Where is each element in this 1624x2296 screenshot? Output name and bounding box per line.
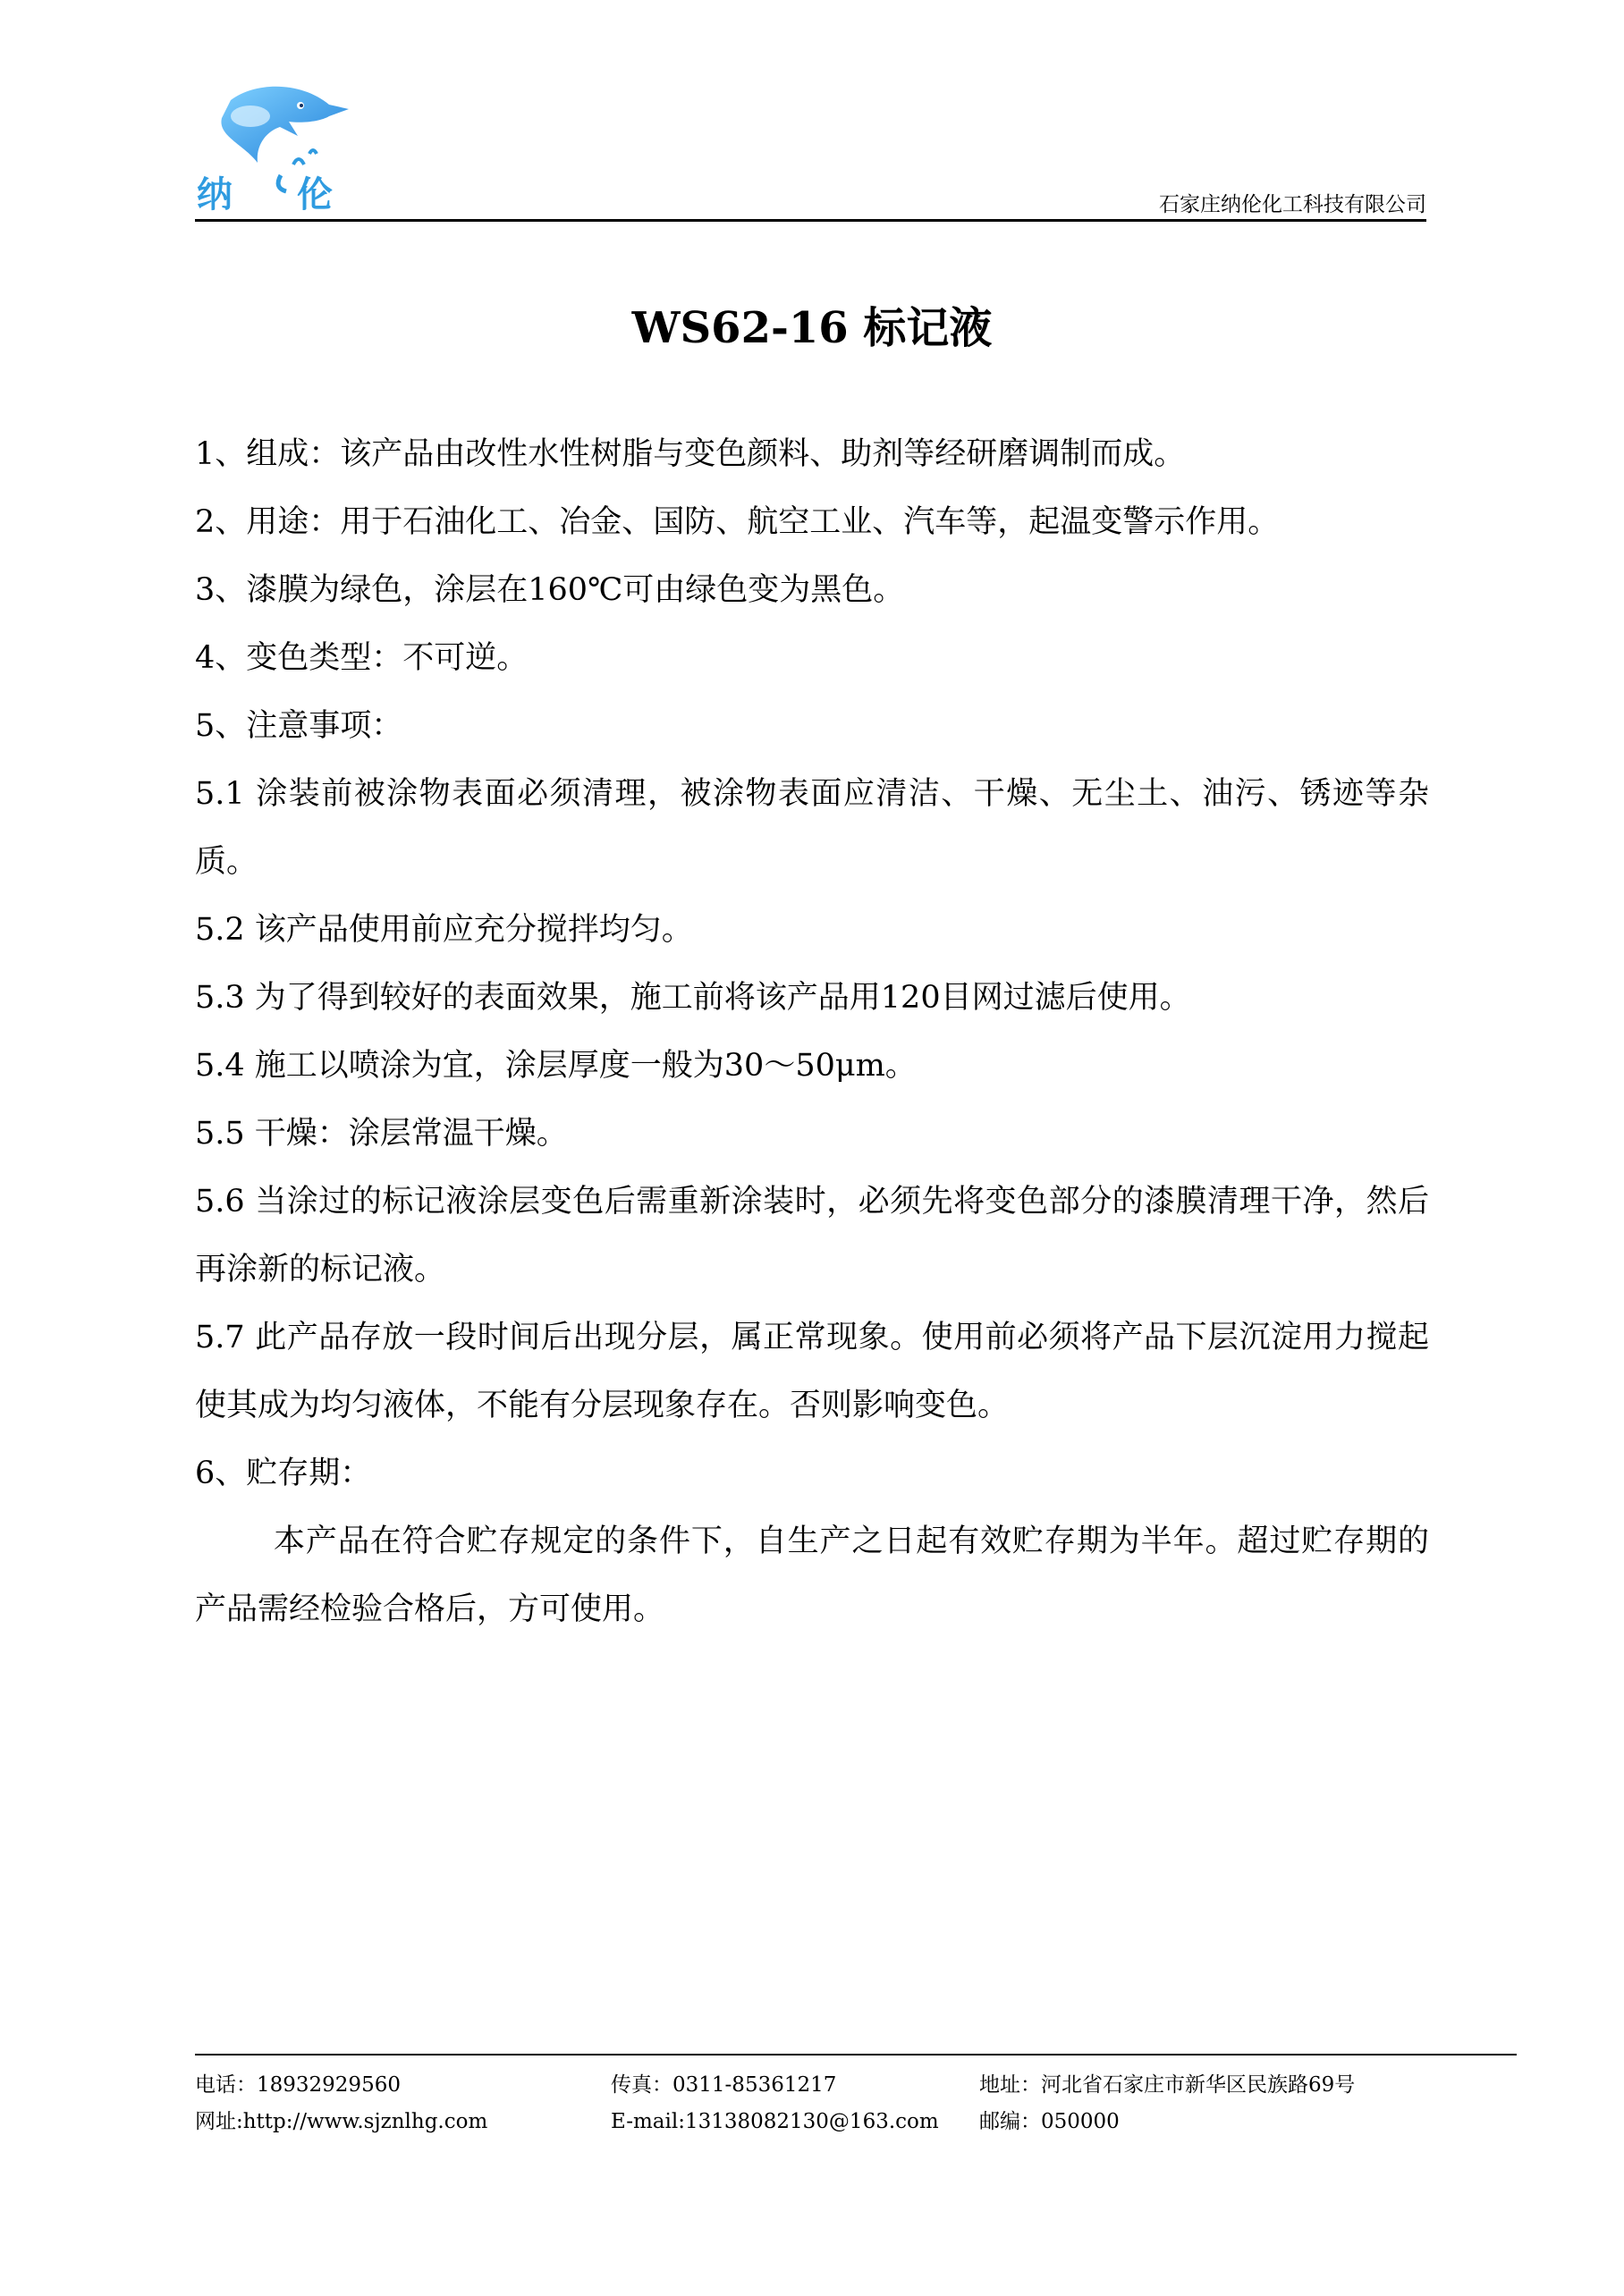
footer-divider [195,2054,1517,2055]
note-5-4: 5.4 施工以喷涂为宜，涂层厚度一般为30～50μm。 [195,1048,917,1084]
footer-fax: 传真：0311-85361217 [611,2073,837,2097]
footer-postcode: 邮编：050000 [979,2110,1120,2133]
company-name: 石家庄纳伦化工科技有限公司 [1159,193,1426,216]
footer-email: E-mail:13138082130@163.com [611,2110,939,2133]
section-change-type: 4、变色类型：不可逆。 [195,640,529,676]
footer-col-3 [979,2067,1355,2140]
section-composition: 1、组成：该产品由改性水性树脂与变色颜料、助剂等经研磨调制而成。 [195,436,1186,472]
note-5-2: 5.2 该产品使用前应充分搅拌均匀。 [195,912,693,948]
note-5-3: 5.3 为了得到较好的表面效果，施工前将该产品用120目网过滤后使用。 [195,980,1191,1016]
footer-col-1 [195,2067,487,2140]
document-title: WS62-16 标记液 [631,303,993,353]
storage-text: 本产品在符合贮存规定的条件下，自生产之日起有效贮存期为半年。超过贮存期的产品需经检验合格后，方可使用。 [195,1524,1429,1627]
note-5-1: 5.1 涂装前被涂物表面必须清理，被涂物表面应清洁、干燥、无尘土、油污、锈迹等杂质。 [195,776,1429,880]
logo-char-1: 纳 [197,174,234,215]
note-5-5: 5.5 干燥：涂层常温干燥。 [195,1116,568,1152]
footer-address: 地址：河北省石家庄市新华区民族路69号 [979,2073,1356,2097]
section-notes-heading: 5、注意事项： [195,708,403,744]
section-usage: 2、用途：用于石油化工、冶金、国防、航空工业、汽车等，起温变警示作用。 [195,504,1280,540]
footer-website: 网址:http://www.sjznlhg.com [195,2110,488,2133]
section-film-color: 3、漆膜为绿色，涂层在160℃可由绿色变为黑色。 [195,572,905,608]
note-5-6: 5.6 当涂过的标记液涂层变色后需重新涂装时，必须先将变色部分的漆膜清理干净，然后再涂新的标记液。 [195,1184,1429,1287]
footer-col-2 [611,2067,939,2140]
footer-phone: 电话：18932929560 [195,2073,401,2097]
note-5-7: 5.7 此产品存放一段时间后出现分层，属正常现象。使用前必须将产品下层沉淀用力搅起使其成为均匀液体，不能有分层现象存在。否则影响变色。 [195,1320,1429,1423]
logo-char-2: 伦 [297,174,334,215]
document-body [195,420,1429,1643]
header-divider [195,219,1426,222]
section-storage-heading: 6、贮存期： [195,1456,372,1491]
